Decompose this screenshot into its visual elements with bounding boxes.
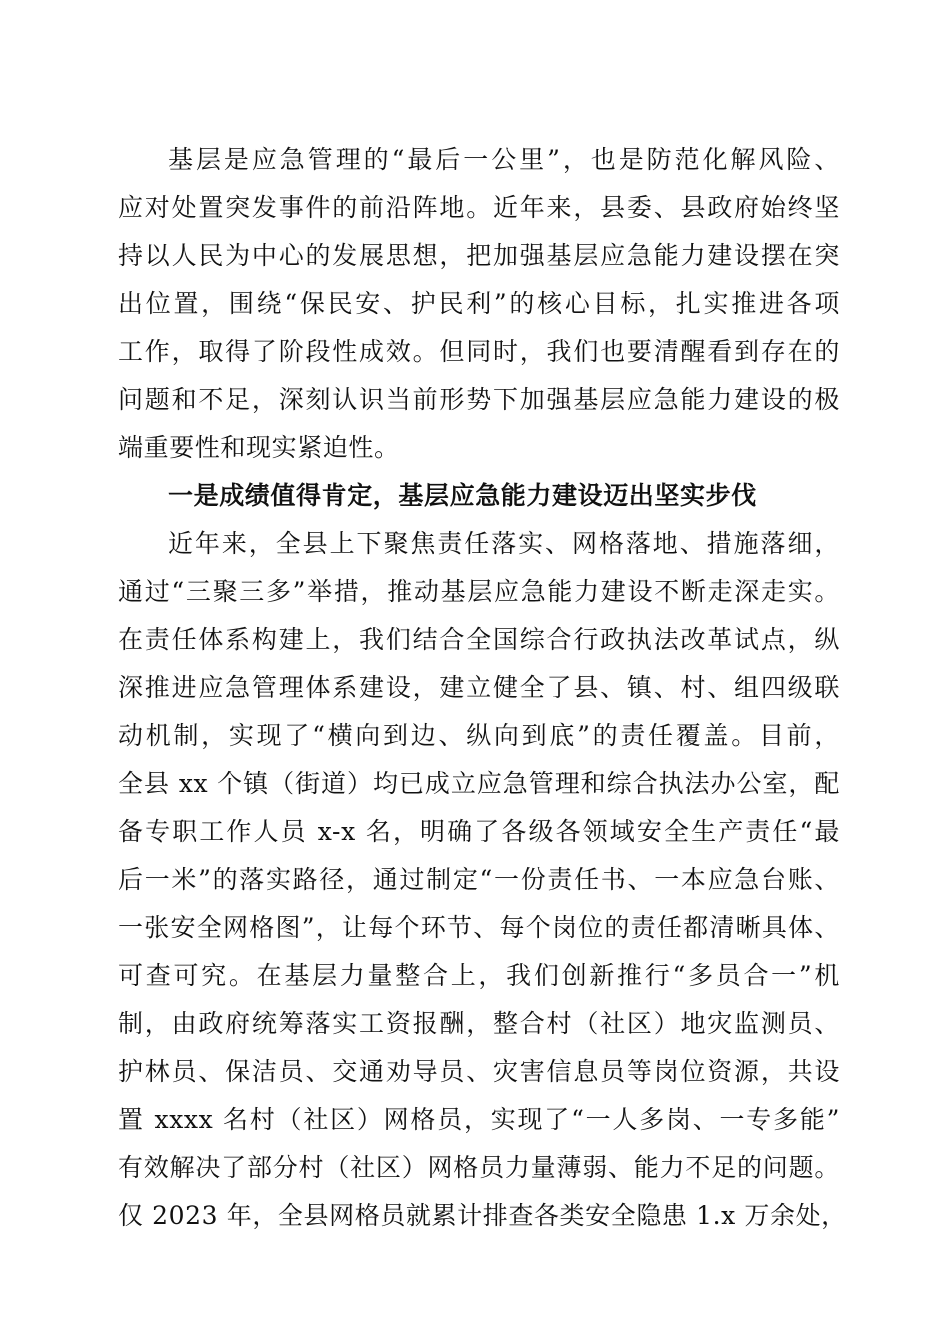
intro-paragraph-line: 应对处置突发事件的前沿阵地。近年来，县委、县政府始终坚 (118, 193, 840, 222)
body-paragraph-line: 一张安全网格图”，让每个环节、每个岗位的责任都清晰具体、 (118, 913, 840, 942)
intro-paragraph-line: 端重要性和现实紧迫性。 (118, 433, 400, 462)
intro-paragraph-line: 持以人民为中心的发展思想，把加强基层应急能力建设摆在突 (118, 241, 840, 270)
body-paragraph-line: 置 xxxx 名村（社区）网格员，实现了“一人多岗、一专多能” (118, 1105, 840, 1134)
body-paragraph-line: 后一米”的落实路径，通过制定“一份责任书、一本应急台账、 (118, 865, 840, 894)
body-paragraph-line: 动机制，实现了“横向到边、纵向到底”的责任覆盖。目前， (118, 721, 840, 750)
body-paragraph-line: 近年来，全县上下聚焦责任落实、网格落地、措施落细， (168, 529, 840, 558)
body-paragraph-line: 全县 xx 个镇（街道）均已成立应急管理和综合执法办公室，配 (118, 769, 840, 798)
body-paragraph-line: 深推进应急管理体系建设，建立健全了县、镇、村、组四级联 (118, 673, 840, 702)
body-paragraph-line: 通过“三聚三多”举措，推动基层应急能力建设不断走深走实。 (118, 577, 840, 606)
body-paragraph-line: 护林员、保洁员、交通劝导员、灾害信息员等岗位资源，共设 (118, 1057, 840, 1086)
intro-paragraph-line: 基层是应急管理的“最后一公里”，也是防范化解风险、 (168, 145, 840, 174)
intro-paragraph-line: 出位置，围绕“保民安、护民利”的核心目标，扎实推进各项 (118, 289, 840, 318)
body-paragraph-line: 在责任体系构建上，我们结合全国综合行政执法改革试点，纵 (118, 625, 840, 654)
body-paragraph-line: 备专职工作人员 x-x 名，明确了各级各领域安全生产责任“最 (118, 817, 840, 846)
section-heading: 一是成绩值得肯定，基层应急能力建设迈出坚实步伐 (168, 481, 757, 510)
body-paragraph-line: 仅 2023 年，全县网格员就累计排查各类安全隐患 1.x 万余处， (118, 1201, 847, 1230)
body-paragraph-line: 可查可究。在基层力量整合上，我们创新推行“多员合一”机 (118, 961, 840, 990)
body-paragraph-line: 制，由政府统筹落实工资报酬，整合村（社区）地灾监测员、 (118, 1009, 840, 1038)
intro-paragraph-line: 工作，取得了阶段性成效。但同时，我们也要清醒看到存在的 (118, 337, 840, 366)
body-paragraph-line: 有效解决了部分村（社区）网格员力量薄弱、能力不足的问题。 (118, 1153, 840, 1182)
intro-paragraph-line: 问题和不足，深刻认识当前形势下加强基层应急能力建设的极 (118, 385, 840, 414)
